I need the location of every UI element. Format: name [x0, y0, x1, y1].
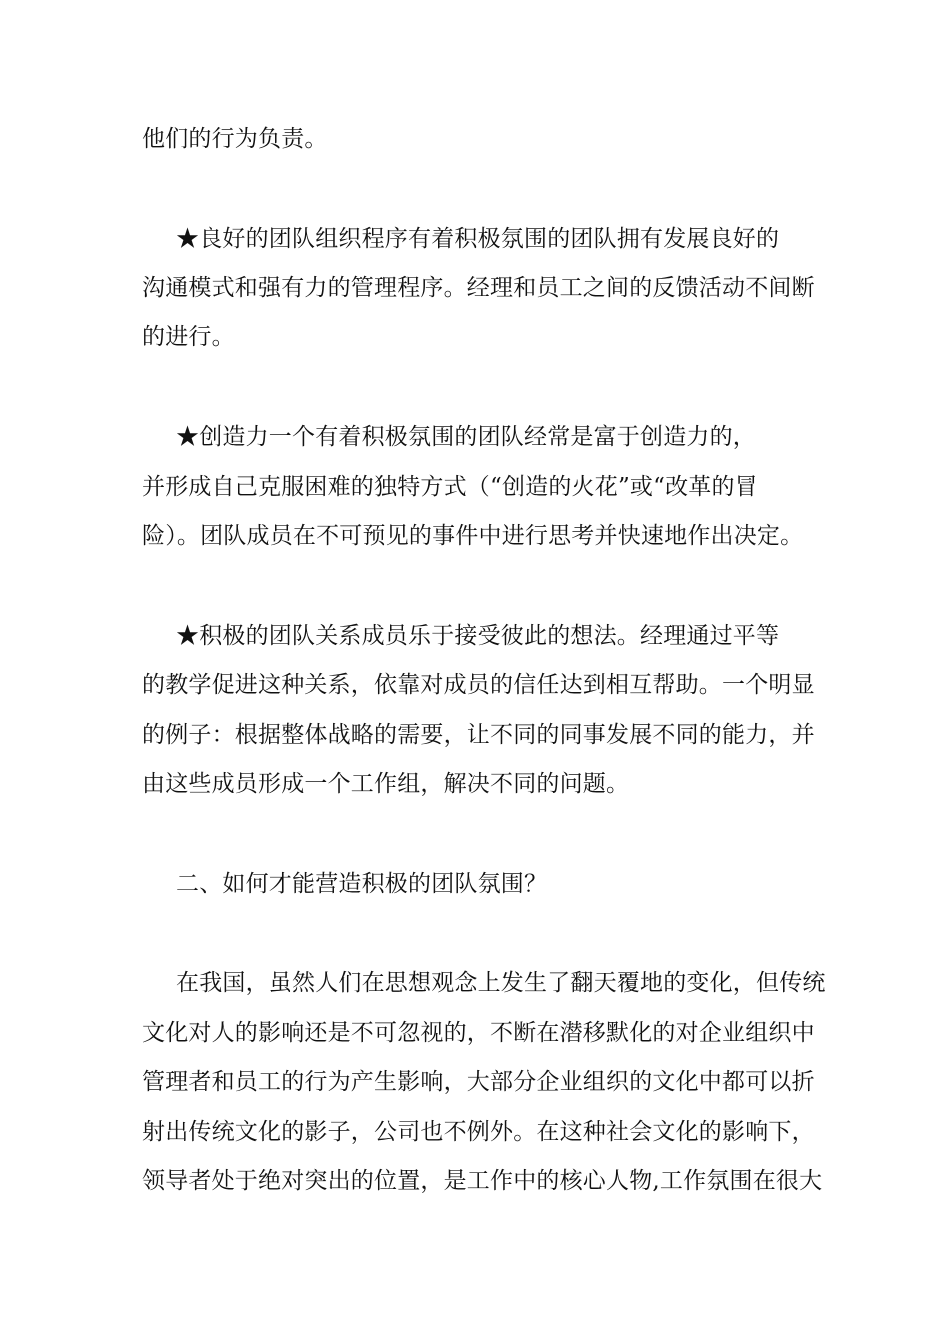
bullet-paragraph-relationships-line-3: 的例子：根据整体战略的需要，让不同的同事发展不同的能力，并: [142, 722, 815, 748]
bullet-paragraph-creativity-line-3: 险）。团队成员在不可预见的事件中进行思考并快速地作出决定。: [142, 523, 804, 549]
body-paragraph-line-1: 在我国，虽然人们在思想观念上发生了翻天覆地的变化，但传统: [176, 970, 826, 996]
bullet-paragraph-organization-line-2: 沟通模式和强有力的管理程序。经理和员工之间的反馈活动不间断: [142, 275, 815, 301]
section-heading: 二、如何才能营造积极的团队氛围？: [176, 871, 548, 897]
body-paragraph-line-4: 射出传统文化的影子，公司也不例外。在这种社会文化的影响下，: [142, 1119, 815, 1145]
body-paragraph-line-5: 领导者处于绝对突出的位置，是工作中的核心人物,工作氛围在很大: [142, 1168, 823, 1194]
bullet-paragraph-relationships-line-1: ★积极的团队关系成员乐于接受彼此的想法。经理通过平等: [176, 623, 780, 649]
body-paragraph-line-3: 管理者和员工的行为产生影响，大部分企业组织的文化中都可以折: [142, 1069, 815, 1095]
bullet-paragraph-organization-line-3: 的进行。: [142, 324, 235, 350]
body-paragraph-line-2: 文化对人的影响还是不可忽视的，不断在潜移默化的对企业组织中: [142, 1020, 815, 1046]
bullet-paragraph-relationships-line-2: 的教学促进这种关系，依靠对成员的信任达到相互帮助。一个明显: [142, 672, 815, 698]
bullet-paragraph-creativity-line-1: ★创造力一个有着积极氛围的团队经常是富于创造力的，: [176, 424, 756, 450]
bullet-paragraph-relationships-line-4: 由这些成员形成一个工作组，解决不同的问题。: [142, 771, 630, 797]
bullet-paragraph-organization-line-1: ★良好的团队组织程序有着积极氛围的团队拥有发展良好的: [176, 226, 780, 252]
paragraph-continuation-line: 他们的行为负责。: [142, 126, 328, 152]
bullet-paragraph-creativity-line-2: 并形成自己克服困难的独特方式（“创造的火花”或“改革的冒: [142, 474, 758, 500]
